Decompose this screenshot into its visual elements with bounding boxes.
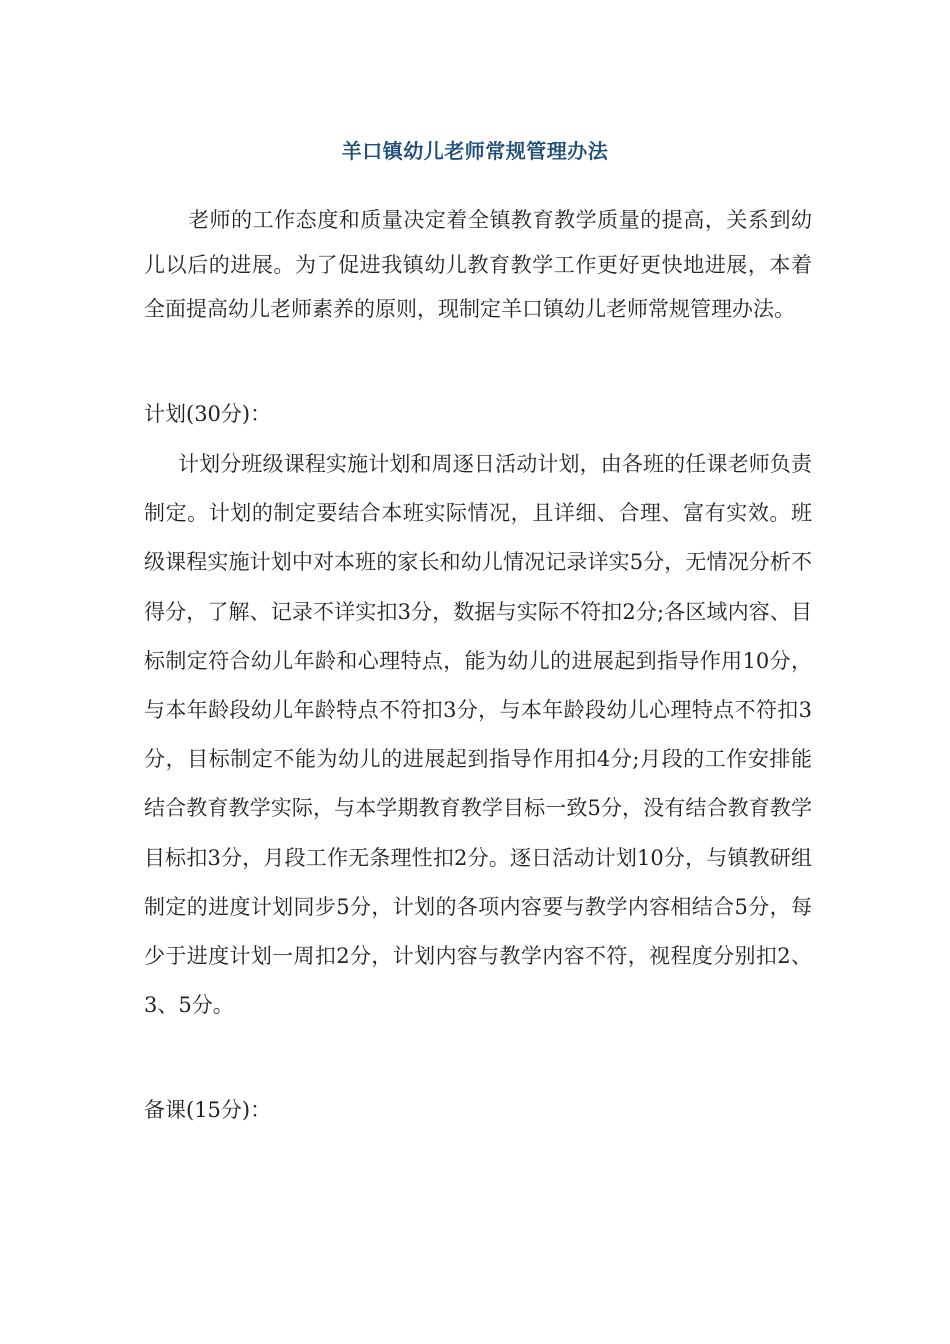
document-title: 羊口镇幼儿老师常规管理办法 bbox=[341, 139, 609, 163]
plan-paragraph: 计划分班级课程实施计划和周逐日活动计划，由各班的任课老师负责制定。计划的制定要结合本班实际情况，且详细、合理、富有实效。班级课程实施计划中对本班的家长和幼儿情况记录详实5分，无情况分析不得分，了解、记录不详实扣3分，数据与实际不符扣2分;各区域内容、目标制定符合幼儿年龄和心理特点，能为幼儿的进展起到指导作用10分，与本年龄段幼儿年龄特点不符扣3分，与本年龄段幼儿心理特点不符扣3分，目标制定不能为幼儿的进展起到指导作用扣4分;月段的工作安排能结合教育教学实际，与本学期教育教学目标一致5分，没有结合教育教学目标扣3分，月段工作无条理性扣2分。逐日活动计划10分，与镇教研组制定的进度计划同步5分，计划的各项内容要与教学内容相结合5分，每少于进度计划一周扣2分，计划内容与教学内容不符，视程度分别扣2、3、5分。 bbox=[144, 452, 812, 1018]
intro-paragraph: 老师的工作态度和质量决定着全镇教育教学质量的提高，关系到幼儿以后的进展。为了促进我镇幼儿教育教学工作更好更快地进展，本着全面提高幼儿老师素养的原则，现制定羊口镇幼儿老师常规管理办法。 bbox=[144, 208, 812, 321]
section-heading-plan: 计划(30分)： bbox=[144, 402, 272, 426]
section-heading-lesson-prep: 备课(15分)： bbox=[144, 1098, 272, 1122]
